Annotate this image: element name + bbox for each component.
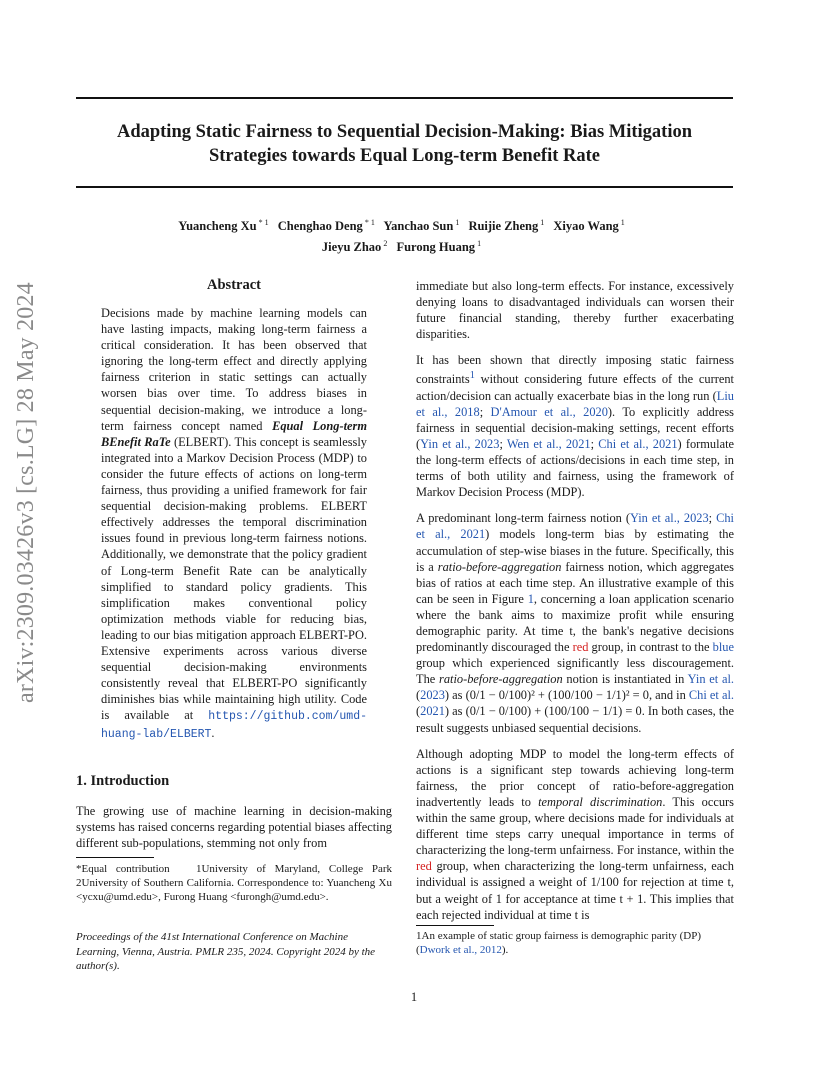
citation-link[interactable]: Yin et al., 2023 bbox=[629, 511, 709, 526]
arxiv-identifier-stamp: arXiv:2309.03426v3 [cs.LG] 28 May 2024 bbox=[13, 282, 39, 703]
citation-link[interactable]: Wen et al., 2021 bbox=[506, 436, 591, 451]
abstract-text: (ELBERT). This concept is seamlessly integrated into a Markov Decision Process (MDP) to consider the future effects of actions on long-term fairness, thus providing a unified framework for fair sequential decision-making problems. ELBERT effectively addresses the temporal discrimination issues found in previous long-term fairness notions. Additionally, we demonstrate that the policy gradient of Long-term Benefit Rate can be analytically simplified to standard policy gradients. This simplification makes conventional policy optimization methods viable for reducing bias, leading to our bias mitigation approach ELBERT-PO. Extensive experiments across various diverse sequential decision-making environments consistently reveal that ELBERT-PO significantly diminishes bias while maintaining high utility. Code is available at bbox=[101, 434, 367, 723]
author-name: Yanchao Sun bbox=[383, 219, 454, 234]
author-name: Ruijie Zheng bbox=[468, 219, 539, 234]
text-run: ) formulate the long-term effects of actions/decisions in each time step, in terms of both utility and fairness, using the framework of Markov Decision Process (MDP). bbox=[416, 436, 735, 500]
author-affiliation: * 1 bbox=[258, 218, 269, 227]
text-run: without considering future effects of the current action/decision can actually exacerbate bias in the long run ( bbox=[416, 372, 734, 403]
text-run: fairness notion, which aggregates bias of ratios at each time step. An illustrative example of this can be seen in Figure bbox=[416, 559, 734, 606]
title-top-rule bbox=[76, 97, 733, 99]
paragraph bbox=[416, 746, 734, 923]
static-fairness-footnote bbox=[416, 929, 734, 957]
introduction-heading: 1. Introduction bbox=[76, 773, 170, 789]
equation-text: as (0/1 − 0/100) + (100/100 − 1/1) = 0. In both cases, the result suggests unbiased sequential decisions. bbox=[416, 704, 734, 735]
author-name: Furong Huang bbox=[396, 240, 476, 255]
citation-link[interactable]: Chi et al., 2021 bbox=[598, 436, 678, 451]
title-bottom-rule bbox=[76, 186, 733, 188]
equation-text: as (0/1 − 0/100)² + (100/100 − 1/1)² = 0, and in bbox=[449, 688, 689, 703]
citation-year[interactable]: 2023 bbox=[420, 688, 445, 703]
text-run: ). To explicitly address fairness in sequential decision-making settings, recent efforts ( bbox=[416, 404, 735, 451]
text-run: ) models long-term bias by estimating the accumulation of step-wise biases in the future. Specifically, this is a bbox=[416, 527, 734, 574]
red-group-word: red bbox=[572, 640, 589, 655]
correspondence: Correspondence to: Yuancheng Xu <ycxu@umd.edu>, Furong Huang <furongh@umd.edu>. bbox=[76, 877, 392, 903]
author-name: Yuancheng Xu bbox=[178, 219, 257, 234]
affiliation-1: 1University of Maryland, College Park bbox=[195, 863, 392, 875]
abstract-text: Decisions made by machine learning models can have lasting impacts, making long-term fairness a critical consideration. It has been observed that ignoring the long-term effect and directly applying fairness criterion in static settings can actually worsen bias over time. To address biases in sequential decision-making, we introduce a long-term fairness concept named bbox=[101, 306, 367, 433]
author-name: Chenghao Deng bbox=[277, 219, 363, 234]
title-line-2: Strategies towards Equal Long-term Benefit Rate bbox=[208, 146, 600, 166]
right-column bbox=[416, 278, 734, 933]
text-run: group which experienced significantly less discouragement. The bbox=[416, 656, 734, 687]
introduction-text: The growing use of machine learning in decision-making systems has raised concerns regarding potential biases affecting different sub-populations, stemming not only from bbox=[76, 804, 392, 851]
affiliation-footnote bbox=[76, 862, 392, 904]
red-group-word: red bbox=[416, 859, 432, 874]
citation-link[interactable]: Chi et al. bbox=[688, 688, 734, 703]
term-ratio-before-aggregation: ratio-before-aggregation bbox=[439, 672, 563, 687]
citation-link[interactable]: D'Amour et al., 2020 bbox=[490, 404, 608, 419]
citation-link[interactable]: Dwork et al., 2012 bbox=[419, 944, 502, 956]
author-line-2 bbox=[76, 235, 733, 256]
citation-link[interactable]: Yin et al., 2023 bbox=[420, 436, 500, 451]
citation-link[interactable]: Liu et al., 2018 bbox=[416, 388, 734, 419]
paragraph: A predominant long-term fairness notion (Yin et al., 2023; Chi et al., 2021) models long-term bias by estimating the accumulation of step-wise biases in the future. Specifically, this is a ratio-before-aggregation fairness notion, which aggregates bias of ratios at each time step. An illustrative example of this can be seen in Figure 1, concerning a loan application scenario where the bank aims to maximize profit while ensuring demographic parity. At time t, the bank's negative decisions predominantly discouraged the red group, in contrast to the blue group which experienced significantly less discouragement. The ratio-before-aggregation notion is instantiated in Yin et al. (2023) as (0/1 − 0/100)² + (100/100 − 1/1)² = 0, and in Chi et al. (2021) as (0/1 − 0/100) + (100/100 − 1/1) = 0. In both cases, the result suggests unbiased sequential decisions. bbox=[416, 511, 734, 735]
proceedings-note bbox=[76, 930, 392, 974]
text-run: . This occurs within the same group, where decisions made for individuals at different time steps carry unequal importance in terms of characterizing the long-term unfairness. For instance, within the bbox=[416, 794, 735, 858]
footnote-rule bbox=[76, 857, 154, 858]
footnote-rule bbox=[416, 925, 494, 926]
author-affiliation: * 1 bbox=[364, 218, 375, 227]
author-affiliation: 1 bbox=[620, 218, 625, 227]
author-affiliation: 1 bbox=[477, 239, 482, 249]
text-run: group, in contrast to the bbox=[588, 640, 713, 655]
affiliation-2: 2University of Southern California. bbox=[76, 877, 234, 889]
paragraph: immediate but also long-term effects. For instance, excessively denying loans to disadvantaged individuals can worsen their future financial standing, thereby further exacerbating disparities. bbox=[416, 279, 734, 342]
term-ratio-before-aggregation: ratio-before-aggregation bbox=[437, 559, 562, 574]
footnote-end: ). bbox=[501, 944, 509, 956]
author-line-1 bbox=[76, 214, 733, 235]
proceedings-text: Proceedings of the 41st International Conference on Machine Learning, Vienna, Austria. PMLR 235, 2024. Copyright 2024 by the author(s). bbox=[76, 931, 376, 972]
title-line-1: Adapting Static Fairness to Sequential Decision-Making: Bias Mitigation bbox=[116, 122, 693, 142]
abstract-heading: Abstract bbox=[207, 277, 261, 293]
text-run: group, when characterizing the long-term unfairness, each individual is assigned a weight of 1/100 for rejection at time t, but a weight of 1 for acceptance at time t + 1. This implies that each rejected individual at time t is bbox=[416, 859, 734, 922]
text-run: notion is instantiated in bbox=[562, 672, 688, 687]
text-run: A predominant long-term fairness notion ( bbox=[416, 511, 630, 526]
paper-title bbox=[76, 120, 733, 168]
author-affiliation: 2 bbox=[383, 239, 388, 249]
text-run: , concerning a loan application scenario where the bank aims to maximize profit while ensuring demographic parity. At time t, the bank's negative decisions predominantly discouraged the bbox=[416, 591, 734, 655]
author-affiliation: 1 bbox=[455, 218, 460, 227]
author-affiliation: 1 bbox=[540, 218, 545, 227]
citation-link[interactable]: Yin et al. bbox=[687, 672, 734, 687]
abstract-end: . bbox=[211, 726, 215, 741]
citation-year[interactable]: 2021 bbox=[420, 704, 445, 719]
text-run: It has been shown that directly imposing static fairness constraints bbox=[416, 353, 734, 387]
elbert-term: Equal Long-term BEnefit RaTe bbox=[101, 418, 367, 449]
footnote-text: 1An example of static group fairness is demographic parity (DP) ( bbox=[416, 930, 702, 956]
text-run: Although adopting MDP to model the long-term effects of actions is a significant step towards achieving long-term fairness, the prior concept of ratio-before-aggregation inadvertently leads to bbox=[416, 746, 734, 809]
paragraph: It has been shown that directly imposing static fairness constraints$^1$ without considering future effects of the current action/decision can actually exacerbate bias in the long run (Liu et al., 2018; D'Amour et al., 2020). To explicitly address fairness in sequential decision-making settings, recent efforts (Yin et al., 2023; Wen et al., 2021; Chi et al., 2021) formulate the long-term effects of actions/decisions in each time step, in terms of both utility and fairness, using the framework of Markov Decision Process (MDP). bbox=[416, 353, 735, 500]
author-list bbox=[76, 214, 733, 256]
blue-group-word: blue bbox=[712, 640, 734, 655]
term-temporal-discrimination: temporal discrimination bbox=[538, 794, 663, 809]
citation-link[interactable]: Chi et al., 2021 bbox=[416, 511, 734, 542]
page-number: 1 bbox=[410, 990, 418, 1004]
equal-contribution-note: *Equal contribution bbox=[76, 863, 170, 875]
code-link[interactable]: https://github.com/umd-huang-lab/ELBERT bbox=[101, 710, 367, 742]
author-name: Jieyu Zhao bbox=[321, 240, 382, 255]
author-name: Xiyao Wang bbox=[553, 219, 619, 234]
figure-link[interactable]: 1 bbox=[527, 591, 534, 606]
footnote-marker[interactable]: 1 bbox=[469, 370, 475, 382]
abstract-body bbox=[101, 305, 367, 744]
